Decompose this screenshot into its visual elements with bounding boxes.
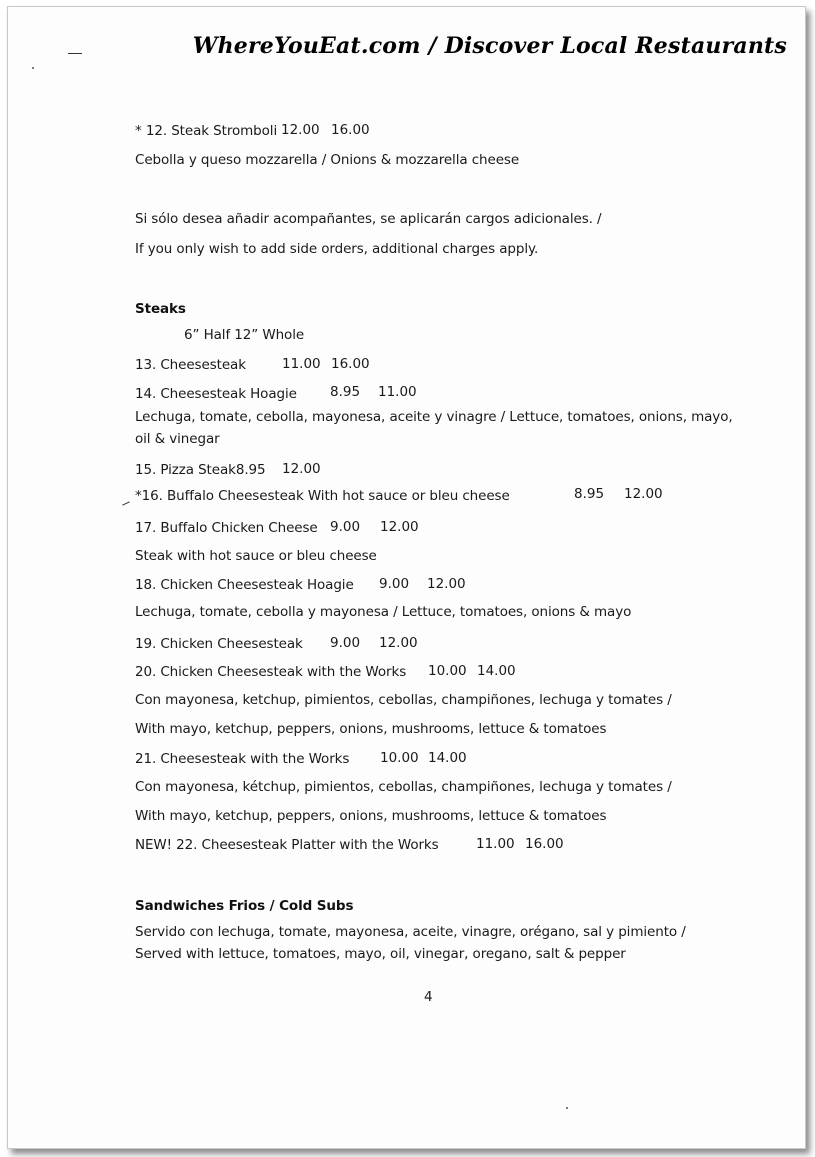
item-12-whole-price: 16.00 [331, 122, 370, 138]
menu-item-19: 19. Chicken Cheesesteak [135, 636, 303, 652]
item-21-whole-price: 14.00 [428, 750, 467, 766]
item-22-whole-price: 16.00 [525, 836, 564, 852]
section-heading-steaks: Steaks [135, 301, 186, 317]
item-19-half-price: 9.00 [330, 635, 361, 651]
menu-item-21: 21. Cheesesteak with the Works [135, 751, 350, 767]
item-14-half-price: 8.95 [330, 384, 361, 400]
item-17-half-price: 9.00 [330, 519, 361, 535]
item-18-whole-price: 12.00 [427, 576, 466, 592]
menu-item-16: *16. Buffalo Cheesesteak With hot sauce or bleu cheese [135, 488, 510, 504]
item-16-half-price: 8.95 [574, 486, 605, 502]
menu-page [7, 6, 806, 1149]
scan-speck [32, 67, 34, 69]
item-17-whole-price: 12.00 [380, 519, 419, 535]
site-banner: WhereYouEat.com / Discover Local Restaurants [192, 33, 787, 59]
menu-item-18: 18. Chicken Cheesesteak Hoagie [135, 577, 354, 593]
menu-item-12 [135, 123, 277, 139]
menu-item-17: 17. Buffalo Chicken Cheese [135, 520, 318, 536]
item-20-half-price: 10.00 [428, 663, 467, 679]
item-22-half-price: 11.00 [476, 836, 515, 852]
item-20-description-spanish: Con mayonesa, ketchup, pimientos, cebollas, champiñones, lechuga y tomates / [135, 692, 672, 708]
item-15-whole-price: 12.00 [282, 461, 321, 477]
item-12-description: Cebolla y queso mozzarella / Onions & mozzarella cheese [135, 152, 520, 168]
item-16-whole-price: 12.00 [624, 486, 663, 502]
item-12-half-price: 12.00 [281, 122, 320, 138]
bleed-through-text [198, 87, 202, 101]
item-14-whole-price: 11.00 [378, 384, 417, 400]
side-orders-note-english: If you only wish to add side orders, additional charges apply. [135, 241, 539, 257]
menu-item-13: 13. Cheesesteak [135, 357, 246, 373]
menu-item-14: 14. Cheesesteak Hoagie [135, 386, 297, 402]
size-header: 6” Half 12” Whole [184, 327, 305, 343]
item-20-whole-price: 14.00 [477, 663, 516, 679]
item-20-description-english: With mayo, ketchup, peppers, onions, mushrooms, lettuce & tomatoes [135, 721, 607, 737]
menu-item-15: 15. Pizza Steak8.95 [135, 462, 266, 478]
item-17-description: Steak with hot sauce or bleu cheese [135, 548, 377, 564]
item-14-description: Lechuga, tomate, cebolla, mayonesa, aceite y vinagre / Lettuce, tomatoes, onions, mayo, oil & vinegar [135, 409, 733, 447]
item-21-description-spanish: Con mayonesa, kétchup, pimientos, cebollas, champiñones, lechuga y tomates / [135, 779, 672, 795]
item-19-whole-price: 12.00 [379, 635, 418, 651]
page-number: 4 [424, 989, 433, 1005]
item-13-whole-price: 16.00 [331, 356, 370, 372]
item-21-description-english: With mayo, ketchup, peppers, onions, mushrooms, lettuce & tomatoes [135, 808, 607, 824]
scan-mark [68, 53, 82, 54]
cold-subs-description: Servido con lechuga, tomate, mayonesa, aceite, vinagre, orégano, sal y pimiento / Served with lettuce, tomatoes, mayo, oil, vinegar, oregano, salt & pepper [135, 924, 686, 962]
item-21-half-price: 10.00 [380, 750, 419, 766]
handwritten-mark [122, 501, 130, 505]
section-heading-cold-subs: Sandwiches Frios / Cold Subs [135, 898, 354, 914]
item-18-half-price: 9.00 [379, 576, 410, 592]
item-13-half-price: 11.00 [282, 356, 321, 372]
item-name: * 12. Steak Stromboli [135, 123, 278, 139]
item-18-description: Lechuga, tomate, cebolla y mayonesa / Lettuce, tomatoes, onions & mayo [135, 604, 632, 620]
menu-item-22: NEW! 22. Cheesesteak Platter with the Works [135, 837, 439, 853]
side-orders-note-spanish: Si sólo desea añadir acompañantes, se aplicarán cargos adicionales. / [135, 211, 602, 227]
scan-speck [566, 1107, 568, 1109]
menu-item-20: 20. Chicken Cheesesteak with the Works [135, 664, 407, 680]
